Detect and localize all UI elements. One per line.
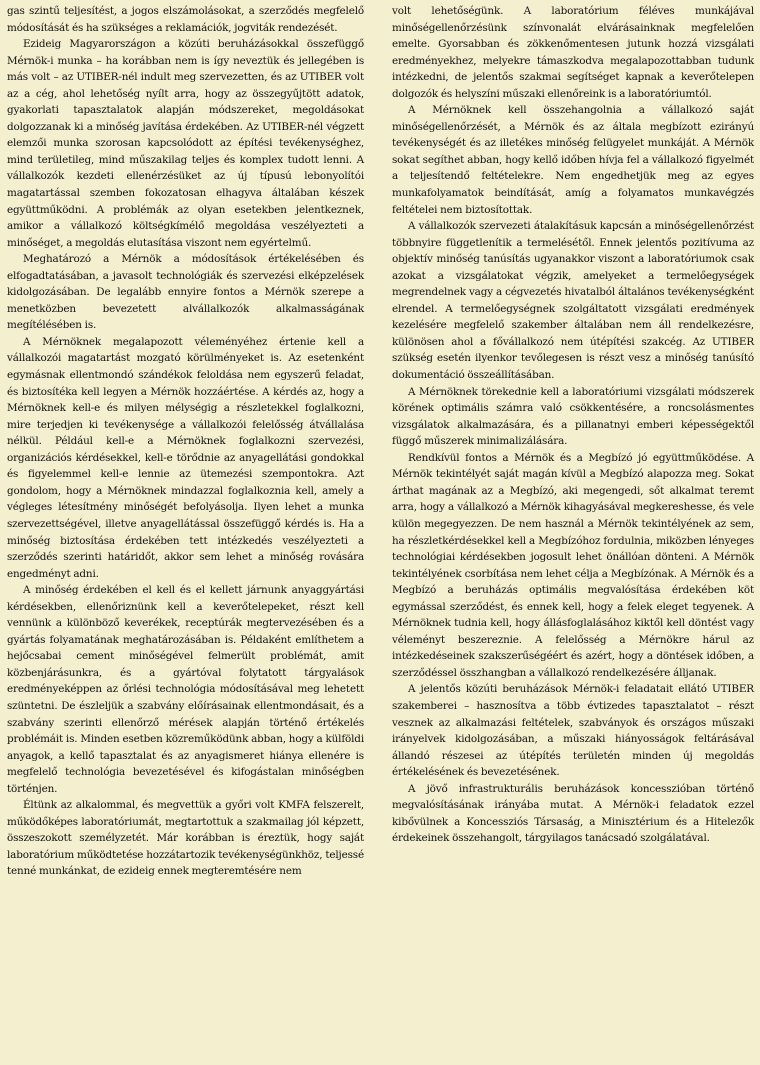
paragraph: gas szintű teljesítést, a jogos elszámolásokat, a szerződés megfelelő módosítását és ha szükséges a reklamációk, jogviták rendezését. — [7, 5, 364, 34]
paragraph: A minőség érdekében el kell és el kellett járnunk anyaggyártási kérdésekben, ellenőriznünk kell a keverőtelepeket, részt kell vennünk a különböző keverékek, receptúrák megtervezésében és a gyártás folyamatának meghatározásában is. Példaként említhetem a hejőcsabai cement minőségével felmerült problémát, amit közbenjárásunkra, és a gyártóval folytatott tárgyalások eredményeképpen az őrlési technológia módosításával meg lehetett szüntetni. De észleljük a szabvány előírásainak ellentmondásait, és a szabvány szerinti ellenőrző mérések alapján történő értékelés problémáit is. Minden esetben közreműködünk abban, hogy a külföldi anyagok, a kellő tapasztalat és az anyagismeret hiánya ellenére is megfelelő technológia bevezetésével és kifogástalan minőségben történjen. — [7, 584, 364, 795]
right-column — [392, 3, 754, 847]
paragraph: A vállalkozók szervezeti átalakításuk kapcsán a minőségellenőrzést többnyire függetlenítik a termelésétől. Ennek jelentős pozitívuma az objektív minőség tanúsítás ugyanakkor viszont a laboratóriumok csak azokat a vizsgálatokat végzik, amelyeket a termelőegységek megrendelnek vagy a cégvezetés hivatalból általános tevékenységként elrendel. A termelőegységnek szolgáltatott vizsgálati eredmények kezelésére megfelelő szakember általában nem áll rendelkezésre, különösen ahol a fővállalkozó nem útépítési szakcég. Az UTIBER szükség esetén ilyenkor tevőlegesen is részt vesz a minőség tanúsító dokumentáció összeállításában. — [392, 220, 754, 382]
paragraph: Ezideig Magyarországon a közúti beruházásokkal összefüggő Mérnök-i munka – ha korábban nem is így neveztük és jellegében is más volt – az UTIBER-nél indult meg szervezetten, és az UTIBER volt az a cég, ahol lehetőség nyílt arra, hogy az összegyűjtött adatok, gyakorlati tapasztalatok alapján módszereket, megoldásokat dolgozzanak ki a minőség javítása érdekében. Az UTIBER-nél végzett elemzői munka szorosan kapcsolódott az építési tevékenységhez, mind területileg, mind műszakilag teljes és komplex tudott lenni. A vállalkozók kezdeti ellenérzésüket az új típusú lebonyolítói magatartással szemben fokozatosan elhagyva általában készek együttműködni. A problémák az olyan esetekben jelentkeznek, amikor a vállalkozó költségkímélő megoldása veszélyezteti a minőséget, a megoldás elutasítása viszont nem egyértelmű. — [7, 38, 364, 249]
paragraph: A Mérnöknek megalapozott véleményéhez értenie kell a vállalkozói magatartást mozgató körülményeket is. Az esetenként egymásnak ellentmondó szándékok feloldása nem egyszerű feladat, és biztosítéka kell legyen a Mérnök hozzáértése. A kérdés az, hogy a Mérnöknek kell-e és milyen mélységig a részletekkel foglalkozni, mire terjedjen ki tevékenysége a vállalkozói felelősség átvállalása nélkül. Például kell-e a Mérnöknek foglalkozni szervezési, organizációs kérdésekkel, kell-e törődnie az anyagellátási gondokkal és figyelemmel kell-e lennie az ütemezési szempontokra. Azt gondolom, hogy a Mérnöknek mindazzal foglalkoznia kell, amely a végleges létesítmény minőségét befolyásolja. Ilyen lehet a munka szervezettségével, illetve anyagellátással összefüggő kérdés is. Ha a minőség biztosítása érdekében tett intézkedés veszélyezteti a szerződés szerinti határidőt, akkor sem lehet a minőség rovására engedményt adni. — [7, 335, 364, 580]
paragraph: A Mérnöknek kell összehangolnia a vállalkozó saját minőségellenőrzését, a Mérnök és az általa megbízott ezirányú tevékenységét és az illetékes minőség felügyelet munkáját. A Mérnök sokat segíthet abban, hogy kellő időben hívja fel a vállalkozó figyelmét a teljesítendő feltételekre. Nem engedhetjük meg az egyes munkafolyamatok beindítását, amíg a folyamatos munkavégzés feltételei nem biztosítottak. — [392, 104, 754, 216]
paragraph: Éltünk az alkalommal, és megvettük a győri volt KMFA felszerelt, működőképes laboratóriumát, megtartottuk a szakmailag jól képzett, összeszokott személyzetét. Már korábban is éreztük, hogy saját laboratórium működtetése hozzátartozik tevékenységünkhöz, teljessé tenné munkánkat, de ezideig ennek megteremtésére nem — [7, 799, 364, 878]
paragraph: A jövő infrastrukturális beruházások koncesszióban történő megvalósításának irányába mutat. A Mérnök-i feladatok ezzel kibővülnek a Koncessziós Társaság, a Minisztérium és a Hitelezők érdekeinek összehangolt, tárgyilagos tanácsadó szolgálatával. — [392, 782, 754, 845]
paragraph: Rendkívül fontos a Mérnök és a Megbízó jó együttműködése. A Mérnök tekintélyét saját magán kívül a Megbízó alapozza meg. Sokat árthat magának az a Megbízó, aki megengedi, sőt alkalmat teremt arra, hogy a vállalkozó a Mérnök kihagyásával megkereshesse, és vele külön megegyezzen. De nem használ a Mérnök tekintélyének az sem, ha részletkérdésekkel kell a Megbízóhoz fordulnia, miközben lényeges technológiai kérdésekben jogosult lehet önállóan dönteni. A Mérnök tekintélyének csorbítása nem lehet célja a Megbízónak. A Mérnök és a Megbízó a beruházás optimális megvalósítása érdekében köt egymással szerződést, és ennek kell, hogy a felek eleget tegyenek. A Mérnöknek tudnia kell, hogy állásfoglalásához kiktől kell döntést vagy véleményt beszereznie. A felelősség a Mérnökre hárul az intézkedéseinek szakszerűségéért és azért, hogy a döntések időben, a szerződéssel összhangban a vállalkozó rendelkezésére álljanak. — [392, 451, 754, 679]
paragraph: A Mérnöknek törekednie kell a laboratóriumi vizsgálati módszerek körének optimális számra való csökkentésére, a roncsolásmentes vizsgálatok alkalmazására, és a pillanatnyi emberi képességektől függő műszerek minimalizálására. — [392, 385, 754, 448]
left-column — [7, 3, 364, 880]
paragraph: volt lehetőségünk. A laboratórium féléves munkájával minőségellenőrzésünk színvonalát elvárásainknak megfelelően emelte. Gyorsabban és zökkenőmentesen jutunk hozzá vizsgálati eredményekhez, melyekre támaszkodva megalapozottabban tudunk intézkedni, de jelentős szakmai segítséget kapnak a keverőtelepen dolgozók és helyszíni műszaki ellenőreink is a laboratóriumtól. — [392, 5, 754, 100]
paragraph: Meghatározó a Mérnök a módosítások értékelésében és elfogadtatásában, a javasolt technológiák és szervezési elképzelések kidolgozásában. De legalább ennyire fontos a Mérnök szerepe a menetközben bevezetett alvállalkozók alkalmasságának megítélésében is. — [7, 253, 364, 332]
paragraph: A jelentős közúti beruházások Mérnök-i feladatait ellátó UTIBER szakemberei – hasznosítva a több évtizedes tapasztalatot – részt vesznek az alkalmazási feltételek, szabványok és országos műszaki irányelvek kidolgozásában, a műszaki hiányosságok feltárásával állandó részesei az útépítés területén minden új megoldás értékelésének és bevezetésének. — [392, 683, 754, 779]
